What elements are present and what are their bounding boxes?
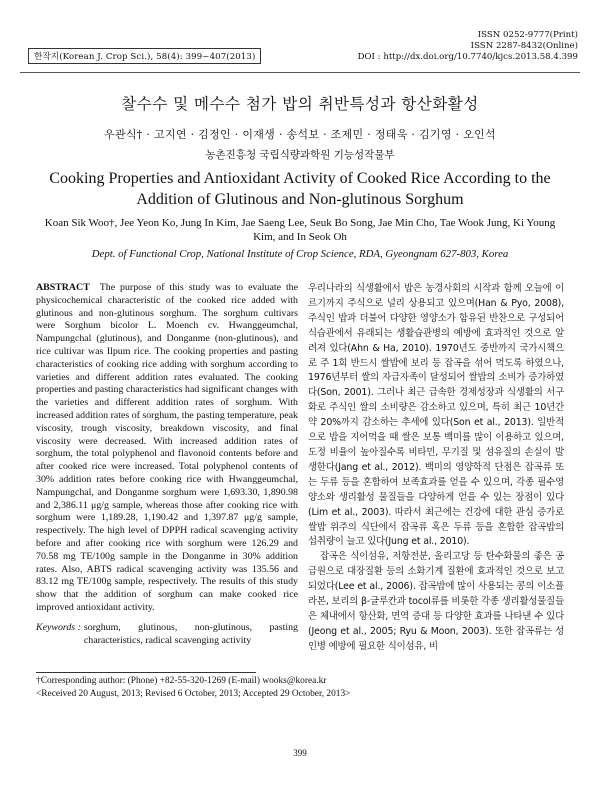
body-paragraph-2: 잡곡은 식이섬유, 저항전분, 올리고당 등 탄수화물의 좋은 공급원으로 대장질환 등의 소화기계 질환에 효과적인 것으로 보고되었다(Lee et al., 2006). 잡곡밥에 많이 사용되는 콩의 이소플라본, 보리의 β-글루칸과 tocol류를 비롯한 각종 생리활성물질들은 체내에서 항산화, 면역 증대 등 다양한 효과를 나타낸 수 있다(Jeong et al., 2005; Ryu & Moon, 2003). 또한 잡곡류는 성인병 예방에 필요한 식이섬유, 비 xyxy=(308,551,564,652)
body-paragraph-1: 우리나라의 식생활에서 밥은 농경사회의 시작과 함께 오늘에 이르기까지 주식으로 널리 상용되고 있으며(Han & Pyo, 2008), 주식인 밥과 더불어 다양한 영양소가 함유된 반찬으로 구성되어 식습관에서 유래되는 생활습관병의 예방에 효과적인 것으로 알려져 있다(Ahn & Ha, 2010). 1970년도 중반까지 국가시책으로 주 1회 반드시 쌀밥에 보리 등 잡곡을 섞어 먹도록 하였으나, 1976년부터 쌀의 자급자족이 달성되어 쌀밥의 소비가 증가하였다(Son, 2001). 그러나 최근 급속한 경제성장과 식생활의 서구화로 주식인 쌀의 소비량은 감소하고 있으며, 특히 최근 10년간 약 20%까지 감소하는 추세에 있다(Son et al., 2013). 일반적으로 밥을 지어먹을 때 쌀은 보통 백미를 많이 이용하고 있으며, 도정 비율이 높아질수록 비타민, 무기질 및 섬유질의 손실이 발생한다(Jang et al., 2012). 백미의 영양학적 단점은 잡곡류 또는 두류 등을 혼합하여 보족효과를 얻을 수 있으며, 각종 필수영양소와 생리활성 물질들을 다양하게 얻을 수 있는 장점이 있다(Lim et al., 2003). 따라서 최근에는 건강에 대한 관심 증가로 쌀밥 위주의 식단에서 잡곡류 혹은 두류 등을 혼합한 잡곡밥의 섭취량이 늘고 있다(Jung et al., 2010). xyxy=(308,283,564,548)
header-divider xyxy=(20,72,580,73)
keywords xyxy=(36,622,298,648)
abstract xyxy=(36,282,298,615)
received-dates: <Received 20 August, 2013; Revised 6 October, 2013; Accepted 29 October, 2013> xyxy=(36,688,351,699)
keywords-text: sorghum, glutinous, non-glutinous, pasting characteristics, radical scavenging activity xyxy=(83,622,298,646)
keywords-label: Keywords : xyxy=(36,622,81,633)
footnote-divider xyxy=(36,672,256,673)
english-affiliation: Dept. of Functional Crop, National Institute of Crop Science, RDA, Gyeongnam 627-803, Korea xyxy=(91,248,509,260)
page-number: 399 xyxy=(293,748,307,758)
issn-print: ISSN 0252-9777(Print) xyxy=(477,30,578,40)
abstract-label: ABSTRACT xyxy=(36,282,90,293)
journal-citation: 한작지(Korean J. Crop Sci.), 58(4): 399~407(2013) xyxy=(28,48,261,64)
korean-title: 찰수수 및 메수수 첨가 밥의 취반특성과 항산화활성 xyxy=(121,95,479,113)
issn-online: ISSN 2287-8432(Online) xyxy=(470,41,578,51)
korean-affiliation: 농촌진흥청 국립식량과학원 기능성작물부 xyxy=(205,149,395,161)
corresponding-author: †Corresponding author: (Phone) +82-55-320-1269 (E-mail) wooks@korea.kr xyxy=(36,676,327,686)
doi-link[interactable]: DOI : http://dx.doi.org/10.7740/kjcs.2013.58.4.399 xyxy=(357,52,578,62)
english-authors: Koan Sik Woo†, Jee Yeon Ko, Jung In Kim, Jae Saeng Lee, Seuk Bo Song, Jae Min Cho, Tae Wook Jung, Ki Young Kim, and In Seok Oh xyxy=(44,217,556,243)
english-title: Cooking Properties and Antioxidant Activity of Cooked Rice According to the Addition of Glutinous and Non-glutinous Sorghum xyxy=(49,170,551,208)
korean-authors: 우관식† · 고지연 · 김정인 · 이재생 · 송석보 · 조제민 · 정태욱 · 김기영 · 오인석 xyxy=(104,128,496,141)
footnote xyxy=(36,675,350,700)
introduction-body xyxy=(308,282,564,655)
issn-doi-block xyxy=(358,30,578,63)
abstract-text: The purpose of this study was to evaluate the physicochemical characteristic of the cooked rice added with glutinous and non-glutinous sorghum. The sorghum cultivars were Sorghum bicolor L. Moench cv. Hwanggeumchal, Nampungchal (glutinous), and Donganme (non-glutinous), and rice cultivar was Ilpum rice. The cooking properties and pasting characteristics of cooking rice adding with sorghum according to varieties and different addition rates evaluated. The cooking properties and pasting characteristics had significant changes with the varieties and different addition rates of sorghum. With increased addition rates of sorghum, the pasting temperature, peak viscosity, trough viscosity, breakdown viscosity, and final viscosity were decreased. With increased addition rates of sorghum, the total polyphenol and flavonoid contents before and after cooked rice were increased. Total polyphenol contents of 30% addition rates before cooking rice with Hwanggeumchal, Nampungchal, and Donganme sorghum were 1,693.30, 1,890.98 and 2,386.11 μg/g sample, whereas those after cooking rice with sorghum were 1,189.28, 1,190.42 and 1,397.87 μg/g sample, respectively. The high level of DPPH radical scavenging activity before and after cooking rice with sorghum were 126.29 and 70.58 mg TE/100g sample in the Donganme in 30% addition rates. Also, ABTS radical scavenging activity was 135.56 and 83.12 mg TE/100g sample, respectively. The results of this study show that the addition of sorghum can make cooked rice improved antioxidant activity. xyxy=(36,282,299,613)
